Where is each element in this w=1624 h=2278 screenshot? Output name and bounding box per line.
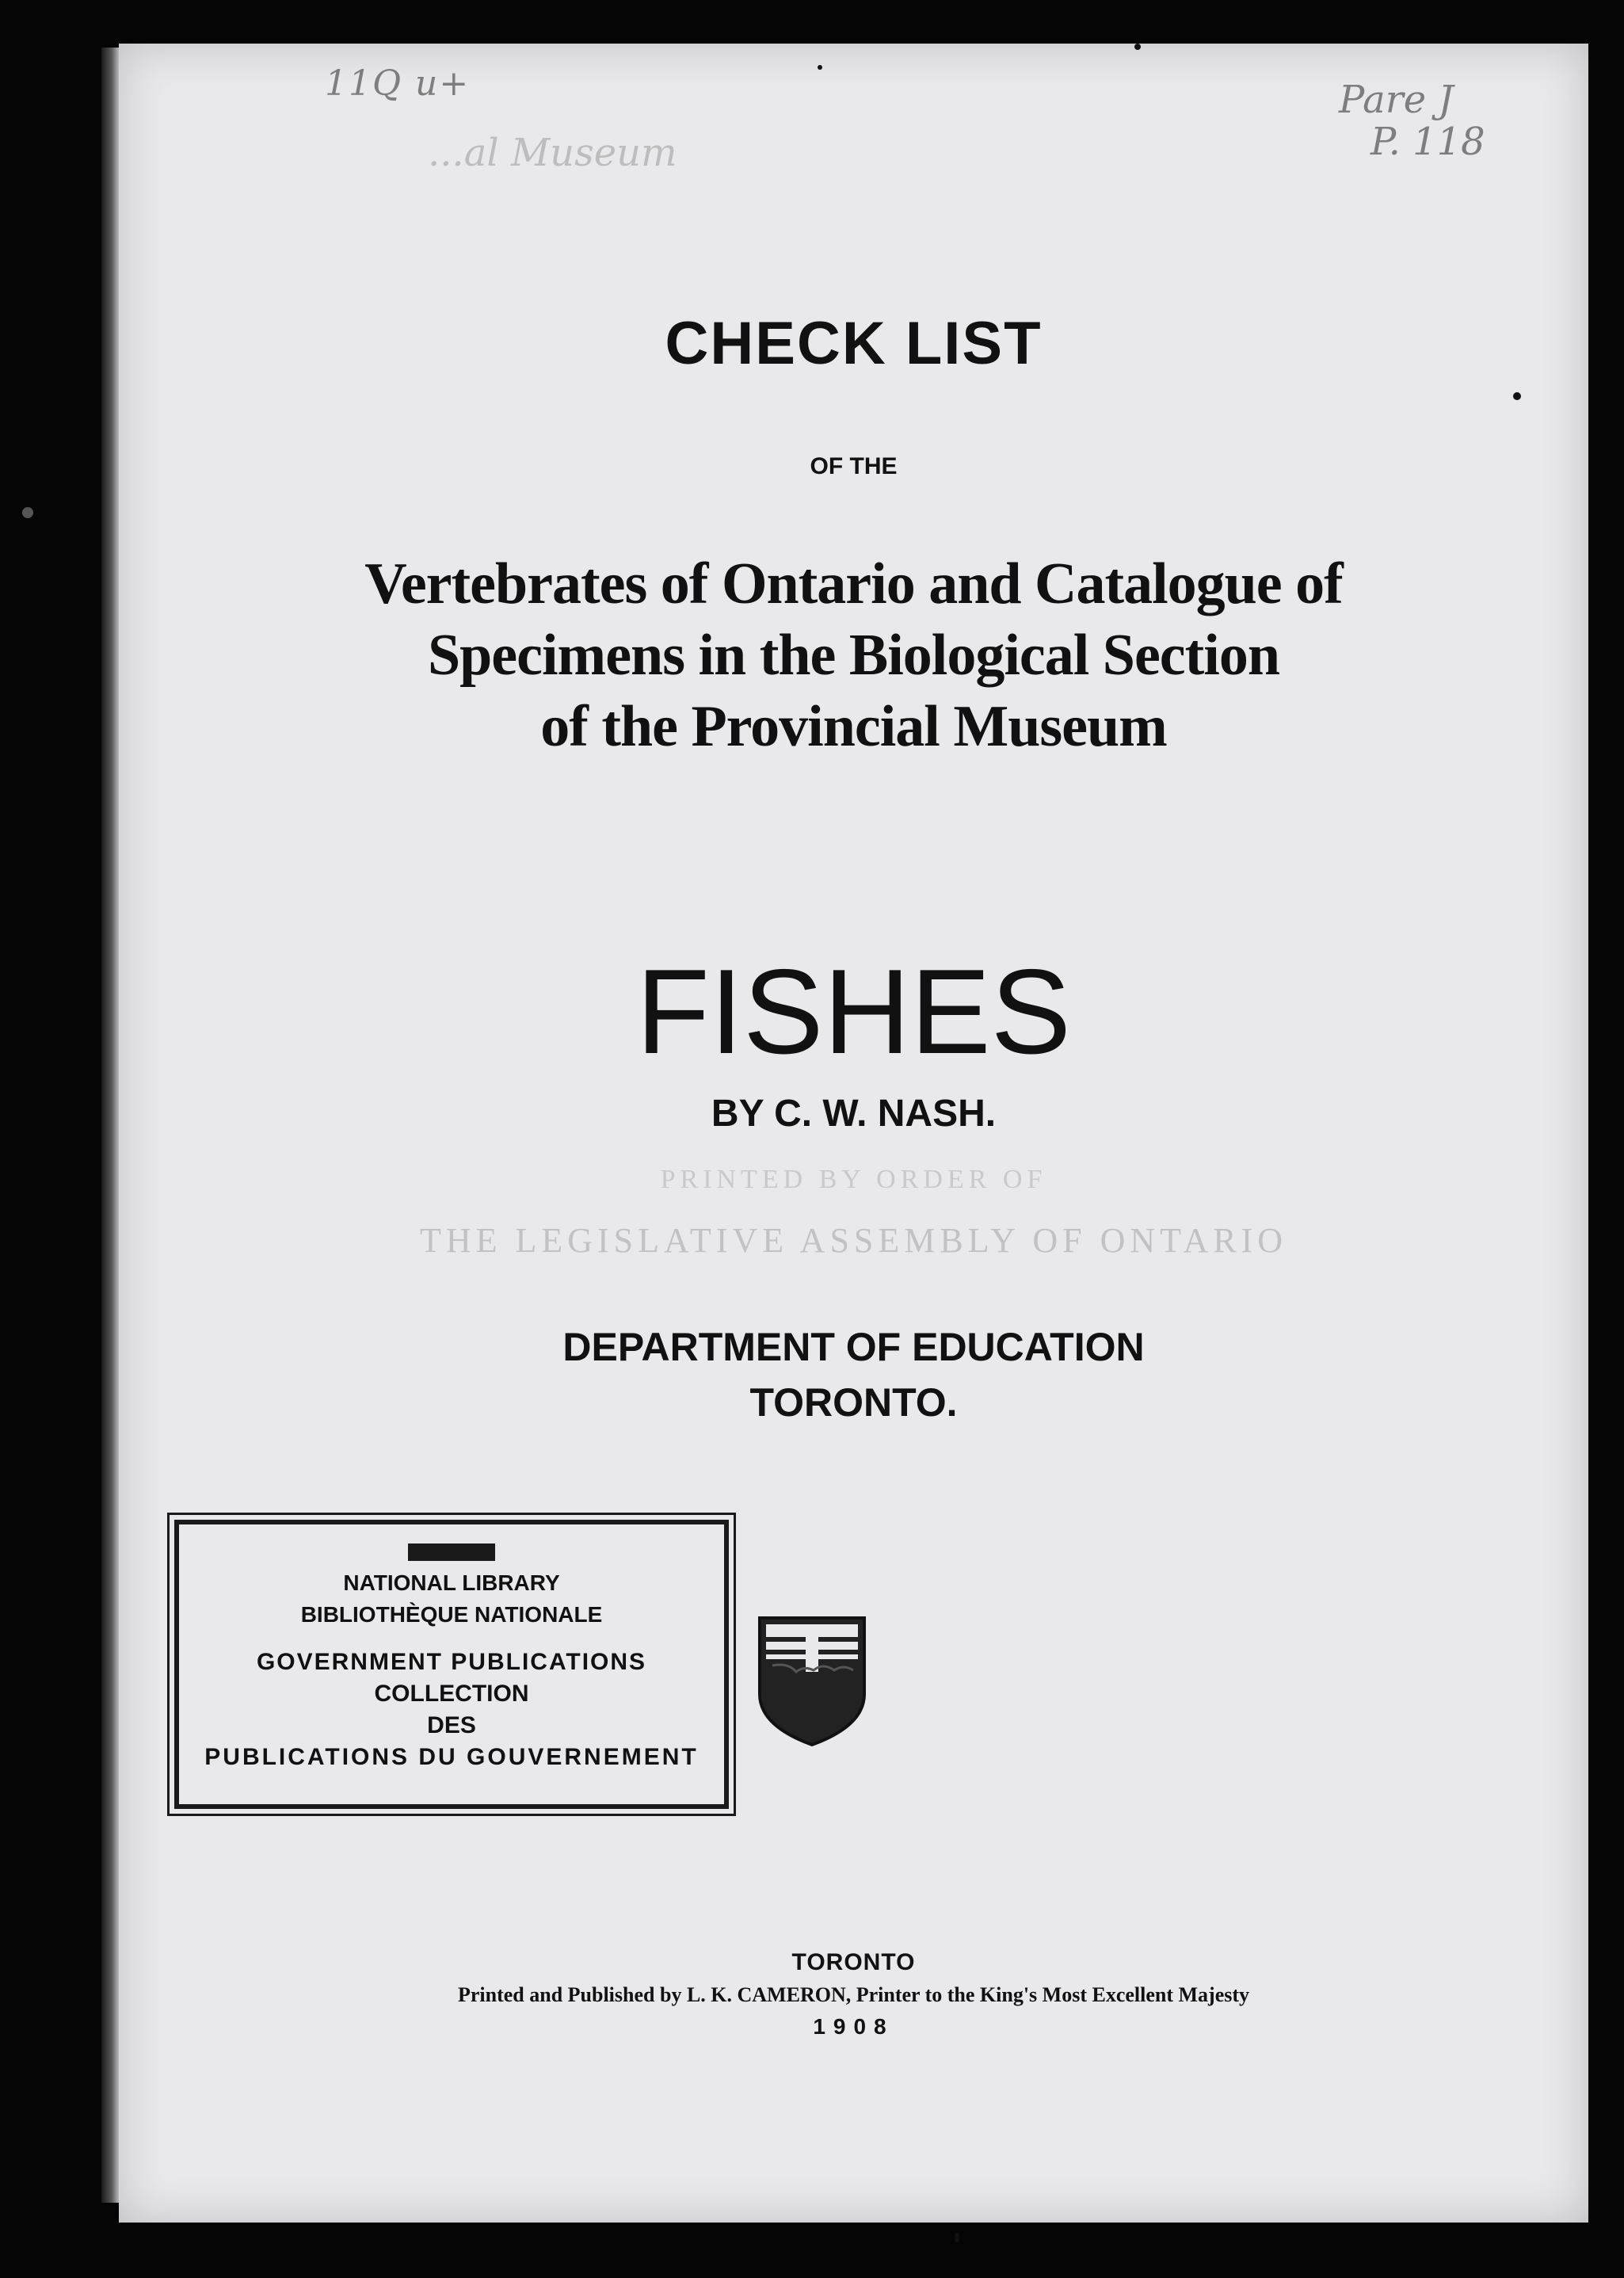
department-block <box>119 1319 1588 1430</box>
ink-speck <box>1513 392 1521 400</box>
library-stamp <box>174 1520 729 1809</box>
subtitle <box>119 548 1588 762</box>
ink-speck <box>1134 44 1141 50</box>
imprint-publisher: Printed and Published by L. K. CAMERON, Printer to the King's Most Excellent Majesty <box>457 1983 1250 2006</box>
handwritten-note-top-right <box>1339 79 1485 163</box>
stamp-line: NATIONAL LIBRARY <box>343 1570 560 1595</box>
department-city: TORONTO. <box>749 1380 958 1425</box>
stamp-ink-blot <box>408 1543 495 1561</box>
handwritten-note-top-left: 11Q u+ <box>325 63 471 104</box>
stamp-line: COLLECTION <box>374 1681 529 1707</box>
stamp-line: GOVERNMENT PUBLICATIONS <box>256 1649 647 1675</box>
handwritten-line: Pare J <box>1339 78 1454 122</box>
handwritten-line: P. 118 <box>1370 119 1485 164</box>
stamp-line: BIBLIOTHÈQUE NATIONALE <box>300 1602 603 1627</box>
ink-speck <box>818 65 822 70</box>
author-byline: BY C. W. NASH. <box>711 1093 997 1135</box>
stamp-line: DES <box>427 1712 476 1738</box>
of-the-heading: OF THE <box>810 453 898 479</box>
subtitle-line: Specimens in the Biological Section <box>428 623 1279 688</box>
page-edge <box>101 48 119 2203</box>
department-name: DEPARTMENT OF EDUCATION <box>562 1325 1145 1369</box>
imprint-year: 1908 <box>813 2014 894 2039</box>
handwritten-note-faded: ...al Museum <box>428 131 677 175</box>
check-list-heading: CHECK LIST <box>665 310 1043 377</box>
ink-speck <box>22 507 33 518</box>
main-title: FISHES <box>636 944 1071 1079</box>
imprint-city: TORONTO <box>791 1949 916 1975</box>
faded-imprint-line: PRINTED BY ORDER OF <box>660 1165 1047 1194</box>
ontario-shield-icon <box>757 1615 867 1748</box>
subtitle-line: Vertebrates of Ontario and Catalogue of <box>364 551 1343 616</box>
faded-imprint-line: THE LEGISLATIVE ASSEMBLY OF ONTARIO <box>419 1221 1288 1260</box>
stamp-line: PUBLICATIONS DU GOUVERNEMENT <box>204 1744 699 1770</box>
subtitle-line: of the Provincial Museum <box>540 694 1167 759</box>
ink-speck <box>955 2233 959 2242</box>
